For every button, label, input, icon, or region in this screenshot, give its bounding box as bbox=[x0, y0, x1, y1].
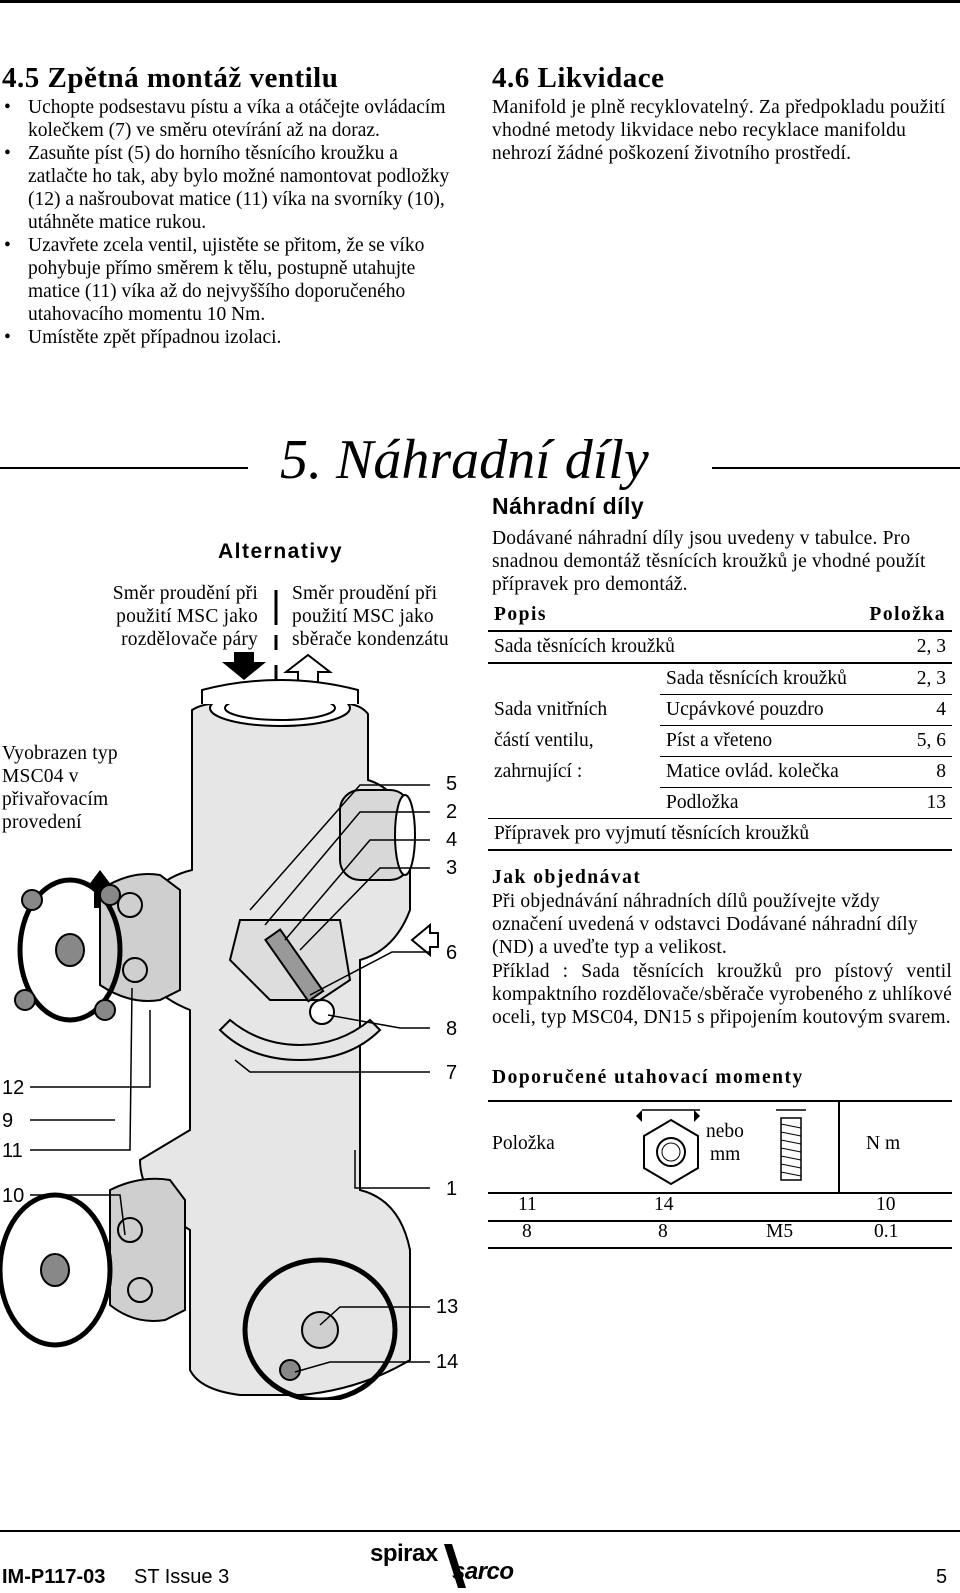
row-desc: Sada těsnících kroužků bbox=[660, 663, 860, 695]
row-item: 2, 3 bbox=[916, 636, 946, 657]
group-label: částí ventilu, bbox=[494, 730, 594, 751]
spares-table bbox=[488, 600, 952, 851]
arrow-down-icon bbox=[222, 652, 266, 680]
shown-type-label: Vyobrazen typ MSC04 v přivařovacím provedení bbox=[2, 743, 118, 833]
table-row bbox=[488, 631, 952, 663]
section-46-text: Manifold je plně recyklovatelný. Za předpokladu použití vhodné metody likvidace nebo recyklace manifoldu nehrozí žádné poškození životního prostředí. bbox=[492, 97, 946, 164]
spares-heading: Náhradní díly bbox=[492, 493, 645, 519]
callout-13: 13 bbox=[436, 1296, 459, 1318]
row-item: 13 bbox=[926, 792, 946, 813]
torque-col-divider bbox=[838, 1102, 840, 1192]
table-row bbox=[488, 819, 952, 851]
row-desc: Píst a vřeteno bbox=[660, 726, 860, 757]
section-5-rule-left bbox=[0, 467, 248, 469]
left-flow-label: Směr proudění při použití MSC jako rozdělovače páry bbox=[112, 583, 258, 650]
section-5-rule-right bbox=[712, 467, 960, 469]
table-row bbox=[488, 757, 952, 788]
section-45-title: 4.5 Zpětná montáž ventilu bbox=[2, 62, 339, 94]
arrow-left-icon bbox=[412, 925, 438, 955]
callout-14: 14 bbox=[436, 1351, 459, 1373]
torque-af: 8 bbox=[658, 1221, 668, 1242]
row-desc: Přípravek pro vyjmutí těsnících kroužků bbox=[494, 823, 810, 844]
row-desc: Ucpávkové pouzdro bbox=[660, 695, 860, 726]
section-45-list bbox=[2, 96, 452, 349]
torque-top-rule bbox=[488, 1100, 952, 1102]
example-text: Příklad : Sada těsnících kroužků pro pístový ventil kompaktního rozdělovače/sběrače vyrobeného z uhlíkové oceli, typ MSC04, DN15 s připojením koutovým svarem. bbox=[492, 961, 953, 1028]
list-item: • Uzavřete zcela ventil, ujistěte se přitom, že se víko pohybuje přímo směrem k tělu, postupně utahujte matice (11) víka až do nejvyššího doporučeného utahovacího momentu 10 Nm. bbox=[2, 234, 452, 326]
torque-col-mm: mm bbox=[710, 1144, 741, 1165]
callout-7: 7 bbox=[446, 1062, 458, 1084]
table-row bbox=[488, 663, 952, 695]
torque-nm: 10 bbox=[876, 1194, 896, 1215]
list-item: • Uchopte podsestavu pístu a víka a otáčejte ovládacím kolečkem (7) ve směru otevírání až na doraz. bbox=[2, 96, 452, 142]
torque-col-nm: N m bbox=[866, 1133, 901, 1154]
row-desc: Sada těsnících kroužků bbox=[494, 636, 675, 657]
col-item-header: Položka bbox=[869, 604, 946, 625]
torque-nm: 0.1 bbox=[874, 1221, 899, 1242]
row-item: 2, 3 bbox=[860, 663, 952, 695]
footer-rule bbox=[0, 1530, 960, 1532]
logo-bottom-text: sarco bbox=[452, 1558, 514, 1585]
row-item: 8 bbox=[860, 757, 952, 788]
table-row bbox=[488, 726, 952, 757]
section-5-title: 5. Náhradní díly bbox=[280, 429, 649, 491]
group-label: zahrnující : bbox=[494, 761, 583, 782]
row-desc: Matice ovlád. kolečka bbox=[660, 757, 860, 788]
col-desc-header: Popis bbox=[494, 604, 548, 625]
hex-nut-icon bbox=[636, 1106, 706, 1194]
callout-4: 4 bbox=[446, 829, 458, 851]
callout-1: 1 bbox=[446, 1178, 458, 1200]
footer-code: IM-P117-03 bbox=[2, 1566, 106, 1588]
torque-thread: M5 bbox=[766, 1221, 794, 1242]
section-46-title: 4.6 Likvidace bbox=[492, 62, 665, 94]
callout-11: 11 bbox=[2, 1140, 23, 1162]
list-item: • Umístěte zpět případnou izolaci. bbox=[2, 326, 452, 349]
torque-heading: Doporučené utahovací momenty bbox=[492, 1067, 804, 1088]
callout-12: 12 bbox=[2, 1077, 25, 1099]
arrow-up-icon bbox=[286, 655, 330, 682]
manifold-diagram bbox=[0, 590, 480, 1400]
table-row bbox=[488, 695, 952, 726]
table-row bbox=[488, 788, 952, 819]
torque-af: 14 bbox=[654, 1194, 674, 1215]
torque-bottom-rule bbox=[488, 1247, 952, 1249]
table-header-row bbox=[488, 600, 952, 631]
top-rule bbox=[0, 0, 960, 3]
threaded-stud-icon bbox=[774, 1106, 808, 1186]
callout-9: 9 bbox=[2, 1110, 14, 1132]
spares-intro: Dodávané náhradní díly jsou uvedeny v tabulce. Pro snadnou demontáž těsnících kroužků je vhodné použít přípravek pro demontáž. bbox=[492, 528, 926, 595]
row-item: 5, 6 bbox=[860, 726, 952, 757]
callout-3: 3 bbox=[446, 857, 458, 879]
torque-row bbox=[488, 1221, 952, 1248]
row-desc: Podložka bbox=[666, 792, 739, 813]
list-item: • Zasuňte píst (5) do horního těsnícího kroužku a zatlačte ho tak, aby bylo možné namontovat podložky (12) a našroubovat matice (11) víka na svorníky (10), utáhněte matice rukou. bbox=[2, 142, 452, 234]
right-flow-label: Směr proudění při použití MSC jako sběrače kondenzátu bbox=[292, 583, 449, 650]
page-number: 5 bbox=[936, 1566, 948, 1588]
logo-top-text: spirax bbox=[370, 1540, 438, 1567]
footer-issue: ST Issue 3 bbox=[134, 1566, 230, 1588]
callout-2: 2 bbox=[446, 801, 458, 823]
callout-8: 8 bbox=[446, 1018, 458, 1040]
group-label: Sada vnitřních bbox=[494, 699, 608, 720]
alternatives-title: Alternativy bbox=[218, 540, 344, 563]
spirax-sarco-logo bbox=[370, 1540, 540, 1590]
torque-row bbox=[488, 1194, 952, 1221]
torque-col-item: Položka bbox=[492, 1133, 555, 1154]
torque-col-nebo: nebo bbox=[706, 1121, 744, 1142]
callout-10: 10 bbox=[2, 1185, 25, 1207]
callout-5: 5 bbox=[446, 773, 458, 795]
torque-item: 8 bbox=[522, 1221, 532, 1242]
order-heading: Jak objednávat bbox=[492, 867, 642, 888]
order-text: Při objednávání náhradních dílů používejte vždy označení uvedená v odstavci Dodávané náhradní díly (ND) a uveďte typ a velikost. bbox=[492, 891, 918, 958]
row-item: 4 bbox=[860, 695, 952, 726]
callout-6: 6 bbox=[446, 942, 458, 964]
torque-item: 11 bbox=[518, 1194, 537, 1215]
